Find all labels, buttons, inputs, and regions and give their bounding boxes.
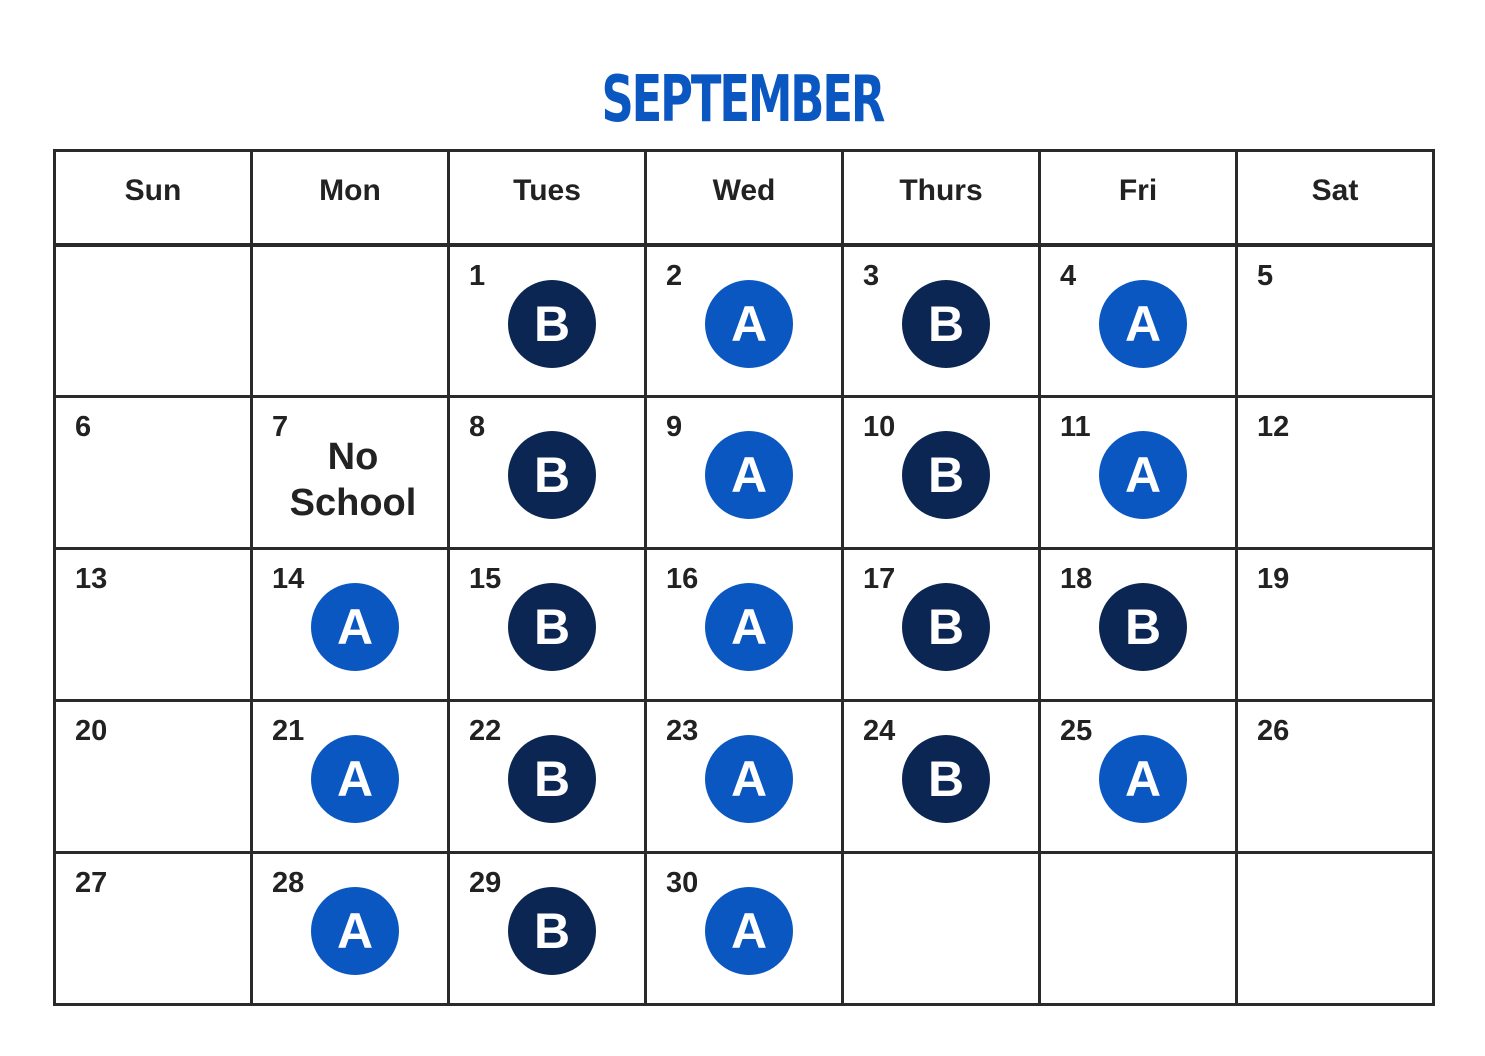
day-number: 17 xyxy=(863,563,896,595)
day-cell xyxy=(1237,397,1434,549)
day-cell xyxy=(1040,397,1237,549)
day-number: 20 xyxy=(75,715,108,747)
weekday-header-mon: Mon xyxy=(252,151,449,245)
day-number: 2 xyxy=(666,259,683,292)
day-number: 13 xyxy=(75,563,108,595)
week-row xyxy=(55,549,1434,701)
weekday-header-thurs: Thurs xyxy=(843,151,1040,245)
day-cell xyxy=(843,549,1040,701)
b-day-badge: B xyxy=(508,735,596,823)
weekday-header-wed: Wed xyxy=(646,151,843,245)
a-day-badge: A xyxy=(311,887,399,975)
b-day-badge: B xyxy=(508,280,596,368)
day-number: 4 xyxy=(1060,259,1077,292)
weekday-header-sun: Sun xyxy=(55,151,252,245)
day-cell xyxy=(449,397,646,549)
day-cell xyxy=(1237,701,1434,853)
day-cell xyxy=(646,853,843,1005)
day-number: 30 xyxy=(666,867,699,899)
day-number: 19 xyxy=(1257,563,1290,595)
a-day-badge: A xyxy=(1099,735,1187,823)
week-row xyxy=(55,245,1434,397)
week-row xyxy=(55,701,1434,853)
day-cell xyxy=(646,701,843,853)
day-cell xyxy=(55,853,252,1005)
day-number: 9 xyxy=(666,411,683,443)
day-number: 25 xyxy=(1060,715,1093,747)
day-cell xyxy=(449,245,646,397)
day-number: 15 xyxy=(469,563,502,595)
day-number: 16 xyxy=(666,563,699,595)
day-cell xyxy=(55,397,252,549)
a-day-badge: A xyxy=(705,735,793,823)
day-cell xyxy=(1040,701,1237,853)
day-cell xyxy=(646,549,843,701)
day-number: 12 xyxy=(1257,411,1290,443)
empty-day-cell xyxy=(1040,853,1237,1005)
b-day-badge: B xyxy=(902,735,990,823)
empty-day-cell xyxy=(843,853,1040,1005)
day-note: No School xyxy=(289,436,417,524)
empty-day-cell xyxy=(55,245,252,397)
day-cell xyxy=(252,549,449,701)
day-number: 3 xyxy=(863,259,880,292)
day-cell xyxy=(1237,549,1434,701)
a-day-badge: A xyxy=(1099,280,1187,368)
day-number: 24 xyxy=(863,715,896,747)
week-row xyxy=(55,853,1434,1005)
day-number: 26 xyxy=(1257,715,1290,747)
day-number: 10 xyxy=(863,411,896,443)
day-number: 7 xyxy=(272,411,289,443)
day-cell xyxy=(1040,245,1237,397)
day-number: 23 xyxy=(666,715,699,747)
a-day-badge: A xyxy=(311,735,399,823)
day-cell xyxy=(55,549,252,701)
b-day-badge: B xyxy=(508,431,596,519)
day-cell xyxy=(646,397,843,549)
weekday-header-sat: Sat xyxy=(1237,151,1434,245)
day-cell xyxy=(449,549,646,701)
day-number: 21 xyxy=(272,715,305,747)
a-day-badge: A xyxy=(705,280,793,368)
day-number: 8 xyxy=(469,411,486,443)
calendar-grid xyxy=(53,149,1435,1006)
b-day-badge: B xyxy=(1099,583,1187,671)
a-day-badge: A xyxy=(705,431,793,519)
b-day-badge: B xyxy=(902,280,990,368)
day-number: 27 xyxy=(75,867,108,899)
weekday-header-row xyxy=(55,151,1434,245)
day-cell xyxy=(843,701,1040,853)
empty-day-cell xyxy=(252,245,449,397)
b-day-badge: B xyxy=(902,431,990,519)
day-cell xyxy=(646,245,843,397)
day-number: 1 xyxy=(469,259,486,292)
a-day-badge: A xyxy=(311,583,399,671)
weekday-header-tues: Tues xyxy=(449,151,646,245)
day-number: 5 xyxy=(1257,259,1274,292)
day-cell xyxy=(843,245,1040,397)
day-cell xyxy=(252,853,449,1005)
day-cell xyxy=(843,397,1040,549)
empty-day-cell xyxy=(1237,853,1434,1005)
day-cell xyxy=(449,701,646,853)
day-cell xyxy=(449,853,646,1005)
day-cell xyxy=(55,701,252,853)
day-cell xyxy=(1237,245,1434,397)
day-number: 29 xyxy=(469,867,502,899)
day-number: 18 xyxy=(1060,563,1093,595)
b-day-badge: B xyxy=(508,583,596,671)
b-day-badge: B xyxy=(902,583,990,671)
a-day-badge: A xyxy=(1099,431,1187,519)
day-number: 28 xyxy=(272,867,305,899)
day-cell xyxy=(252,701,449,853)
month-title: SEPTEMBER xyxy=(601,63,884,137)
weekday-header-fri: Fri xyxy=(1040,151,1237,245)
day-cell xyxy=(252,397,449,549)
day-number: 22 xyxy=(469,715,502,747)
a-day-badge: A xyxy=(705,887,793,975)
week-row xyxy=(55,397,1434,549)
day-number: 14 xyxy=(272,563,305,595)
day-number: 11 xyxy=(1060,411,1091,443)
day-number: 6 xyxy=(75,411,92,443)
b-day-badge: B xyxy=(508,887,596,975)
a-day-badge: A xyxy=(705,583,793,671)
day-cell xyxy=(1040,549,1237,701)
